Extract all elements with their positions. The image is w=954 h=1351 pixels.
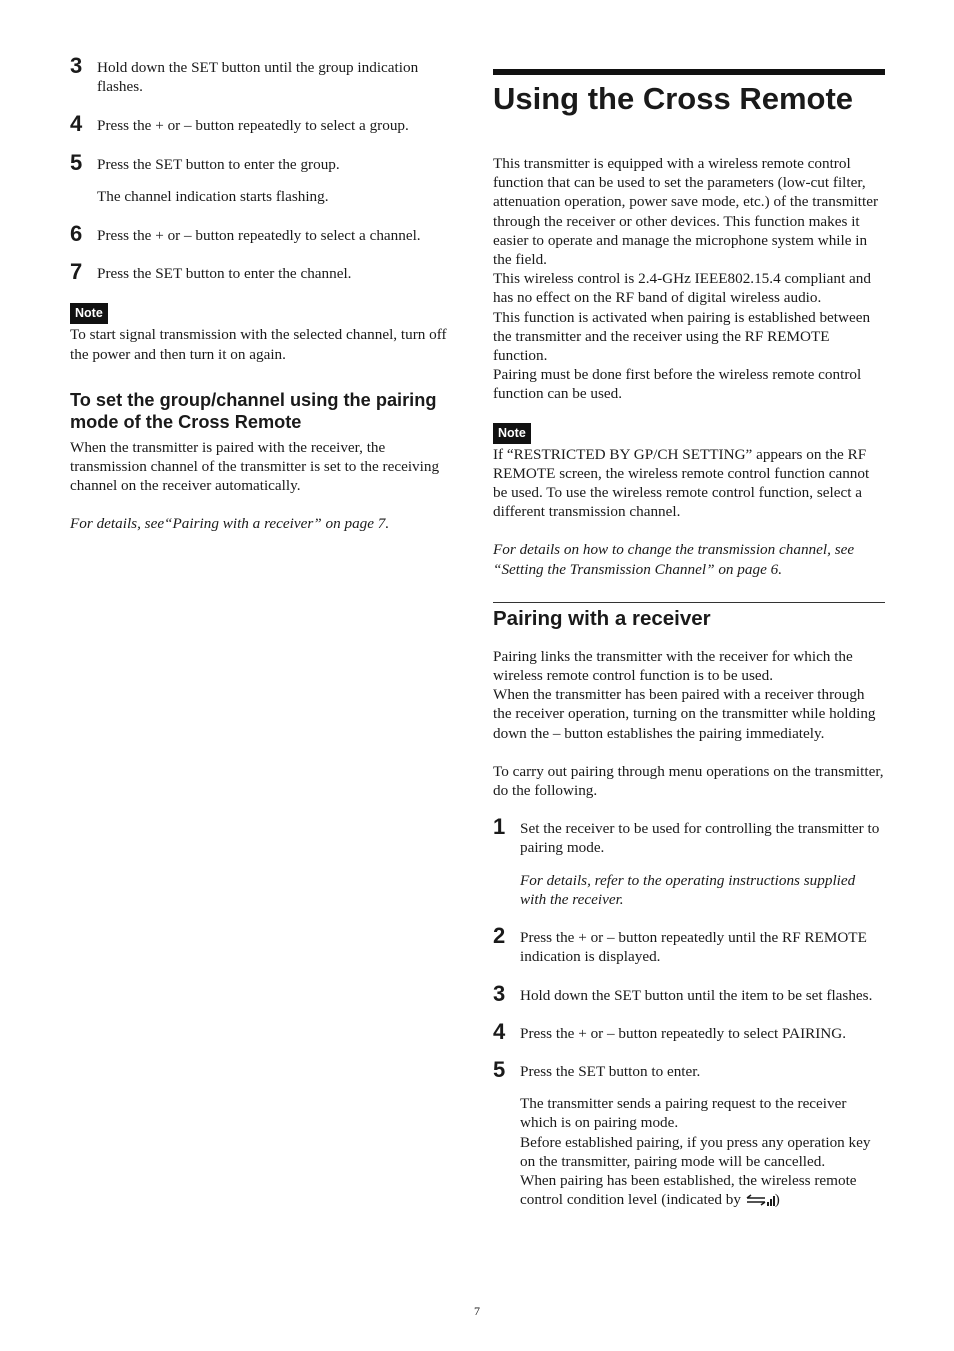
step-text: Press the + or – button repeatedly to select a group. (97, 117, 409, 135)
intro-paragraph-3: This function is activated when pairing is established between the transmitter and the receiver using the RF REMOTE function. (493, 308, 871, 365)
step-number: 4 (70, 111, 83, 137)
page-title: Using the Cross Remote (493, 81, 854, 116)
step-number: 5 (70, 149, 83, 175)
intro-paragraph-1: This transmitter is equipped with a wireless remote control function that can be used to set the parameters (low-cut filter, attenuation operation, power save mode, etc.) of the transmitter through the receiver or other devices. This function makes it easier to operate and manage the microphone system while in the field. (493, 155, 879, 269)
step-number: 1 (493, 814, 506, 840)
step-number: 5 (493, 1056, 506, 1082)
step-text: Hold down the SET button until the item to be set flashes. (520, 986, 873, 1004)
step-reference: For details, refer to the operating instructions supplied with the receiver. (520, 871, 856, 908)
pairing-step-2 (493, 923, 885, 966)
note-label: Note (70, 303, 108, 324)
pairing-step-3 (493, 980, 885, 1006)
pairing-paragraph-1: Pairing links the transmitter with the receiver for which the wireless remote control function is to be used. (493, 647, 853, 685)
intro-paragraph-2: This wireless control is 2.4-GHz IEEE802.15.4 compliant and has no effect on the RF band of digital wireless audio. (493, 270, 871, 307)
pairing-mode-paragraph: When the transmitter is paired with the receiver, the transmission channel of the transmitter is set to the receiving channel on the receiver automatically. (70, 438, 440, 495)
step-4-group (70, 111, 462, 137)
pairing-step-1 (493, 814, 885, 909)
note-block (70, 303, 462, 363)
step-number: 3 (493, 980, 506, 1006)
step-number: 3 (70, 53, 83, 78)
details-reference: For details, see“Pairing with a receiver” on page 7. (70, 515, 390, 533)
note-text: To start signal transmission with the selected channel, turn off the power and then turn it on again. (70, 326, 447, 363)
pairing-step-4 (493, 1018, 885, 1044)
note-label: Note (493, 423, 531, 444)
step-3-group (70, 53, 462, 96)
right-column (493, 69, 885, 1212)
step-followup: The channel indication starts flashing. (97, 187, 329, 205)
note-block (493, 423, 885, 522)
step-number: 2 (493, 923, 506, 949)
step-result-3-text: When pairing has been established, the wireless remote control condition level (indicated by (520, 1171, 857, 1209)
step-text: Press the + or – button repeatedly to select PAIRING. (520, 1024, 847, 1042)
step-number: 6 (70, 221, 83, 247)
left-column (70, 53, 462, 534)
step-result-2: Before established pairing, if you press any operation key on the transmitter, pairing mode will be cancelled. (520, 1133, 871, 1170)
step-result-3-end: ) (774, 1191, 780, 1209)
step-5-group (70, 149, 462, 206)
step-text: Press the + or – button repeatedly to select a channel. (97, 227, 421, 245)
section-title: Pairing with a receiver (493, 606, 711, 630)
step-text: Press the SET button to enter the group. (97, 155, 340, 173)
step-6-channel (70, 221, 462, 247)
step-text: Set the receiver to be used for controlling the transmitter to pairing mode. (520, 820, 880, 857)
step-number: 4 (493, 1018, 506, 1044)
title-bar (493, 69, 885, 75)
subheading-pairing-mode: To set the group/channel using the pairing mode of the Cross Remote (70, 389, 437, 432)
page-number: 7 (474, 1304, 480, 1318)
step-text: Hold down the SET button until the group indication flashes. (97, 59, 419, 96)
step-7-channel (70, 259, 462, 285)
note-text: If “RESTRICTED BY GP/CH SETTING” appears on the RF REMOTE screen, the wireless remote control function cannot be used. To use the wireless remote control function, select a different transmission channel. (493, 445, 870, 521)
step-result-1: The transmitter sends a pairing request to the receiver which is on pairing mode. (520, 1095, 847, 1132)
pairing-step-5 (493, 1056, 885, 1212)
step-text: Press the SET button to enter the channel. (97, 265, 352, 283)
intro-paragraph-4: Pairing must be done first before the wireless remote control function can be used. (493, 366, 862, 403)
pairing-paragraph-3: To carry out pairing through menu operations on the transmitter, do the following. (493, 762, 884, 800)
section-rule (493, 602, 885, 603)
details-reference: For details on how to change the transmission channel, see “Setting the Transmission Channel” on page 6. (493, 541, 855, 578)
pairing-paragraph-2: When the transmitter has been paired with a receiver through the receiver operation, turning on the transmitter while holding down the – button establishes the pairing immediately. (493, 686, 876, 742)
remote-signal-level-icon (745, 1193, 775, 1212)
step-text: Press the SET button to enter. (520, 1062, 701, 1080)
step-result-3 (520, 1171, 885, 1212)
step-text: Press the + or – button repeatedly until the RF REMOTE indication is displayed. (520, 929, 867, 966)
step-number: 7 (70, 259, 83, 285)
